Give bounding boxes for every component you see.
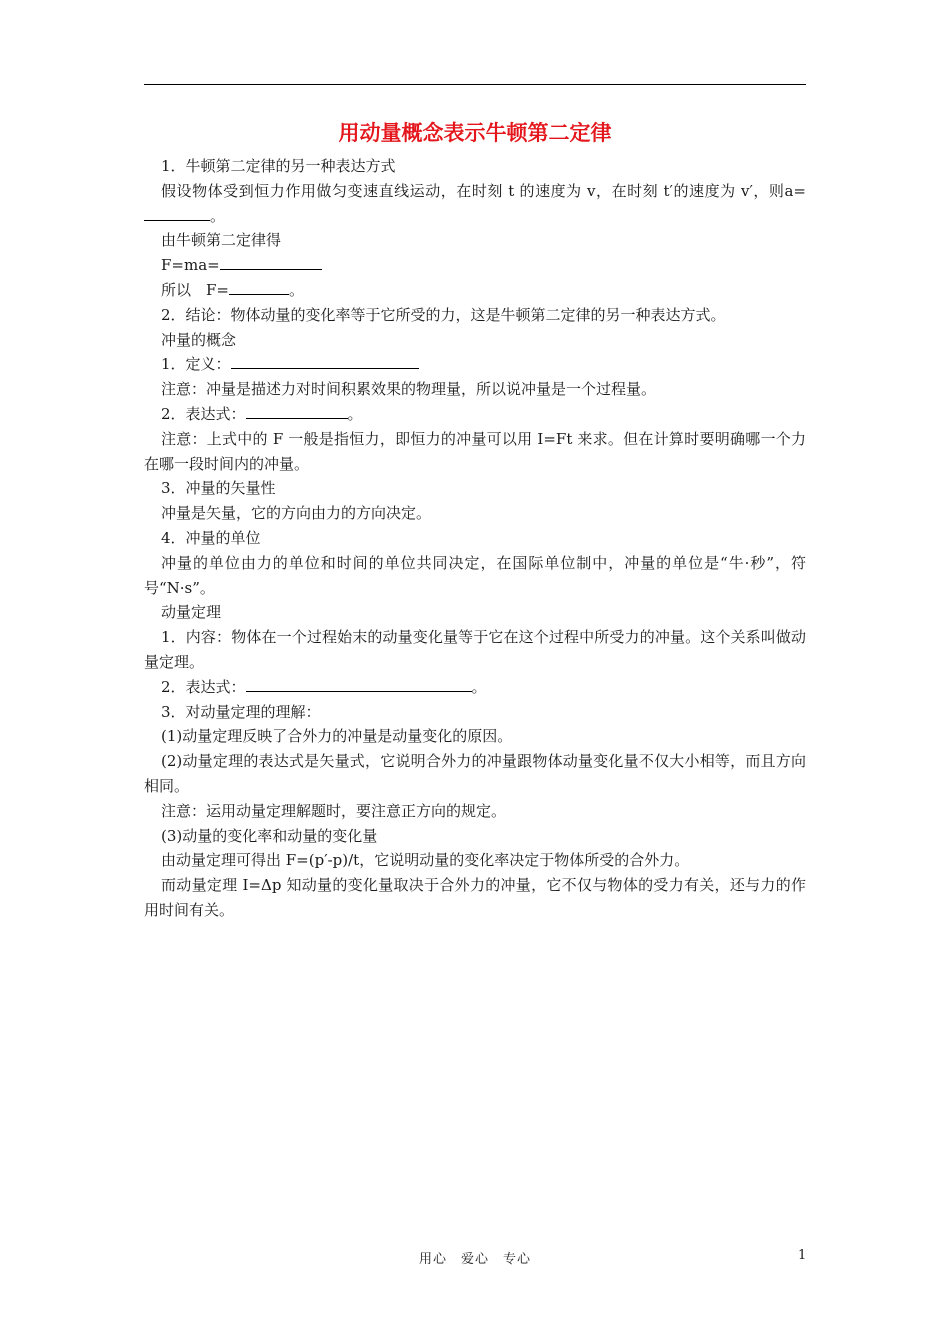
paragraph: 由动量定理可得出 F=(p′-p)/t，它说明动量的变化率决定于物体所受的合外力。 <box>161 851 690 870</box>
fill-blank-f[interactable] <box>229 279 289 295</box>
paragraph: 1．内容：物体在一个过程始末的动量变化量等于它在这个过程中所受力的冲量。这个关系叫做动量定理。 <box>144 628 806 671</box>
paragraph: 假设物体受到恒力作用做匀变速直线运动，在时刻 t 的速度为 v，在时刻 t′的速度为 v′，则a=。 <box>144 179 806 229</box>
document-body <box>144 118 806 923</box>
section-heading: 冲量的概念 <box>161 330 237 349</box>
fill-blank-impulse-expression[interactable] <box>246 403 348 419</box>
paragraph: 注意：冲量是描述力对时间积累效果的物理量，所以说冲量是一个过程量。 <box>161 380 657 399</box>
paragraph: (2)动量定理的表达式是矢量式，它说明合外力的冲量跟物体动量变化量不仅大小相等，而且方向相同。 <box>144 752 806 795</box>
section-heading: 动量定理 <box>161 603 222 622</box>
paragraph: 1．定义： <box>144 352 806 377</box>
paragraph: 由牛顿第二定律得 <box>161 231 282 250</box>
paragraph: 而动量定理 I=Δp 知动量的变化量取决于合外力的冲量，它不仅与物体的受力有关，还与力的作用时间有关。 <box>144 876 806 919</box>
paragraph: 3．对动量定理的理解： <box>161 702 321 721</box>
header-rule <box>144 84 806 85</box>
paragraph: 2．表达式： 。 <box>161 404 363 423</box>
paragraph: 注意：运用动量定理解题时，要注意正方向的规定。 <box>161 801 507 820</box>
footer-motto: 用心 爱心 专心 <box>418 1252 531 1267</box>
paragraph: 2．表达式： 。 <box>161 677 487 696</box>
section-heading: 1．牛顿第二定律的另一种表达方式 <box>161 157 396 175</box>
paragraph: (3)动量的变化率和动量的变化量 <box>161 826 378 845</box>
fill-blank-a[interactable] <box>144 205 210 221</box>
paragraph: 冲量是矢量，它的方向由力的方向决定。 <box>161 504 432 523</box>
fill-blank-definition[interactable] <box>231 353 419 369</box>
section-heading: 3．冲量的矢量性 <box>161 479 276 498</box>
paragraph: 冲量的单位由力的单位和时间的单位共同决定，在国际单位制中，冲量的单位是“牛·秒”，符号“N·s”。 <box>144 553 806 597</box>
fill-blank-ma[interactable] <box>220 254 322 270</box>
document-title: 用动量概念表示牛顿第二定律 <box>338 121 612 145</box>
section-heading: 4．冲量的单位 <box>161 528 261 547</box>
page-number: 1 <box>798 1248 807 1263</box>
paragraph: 2．结论：物体动量的变化率等于它所受的力，这是牛顿第二定律的另一种表达方式。 <box>161 305 726 324</box>
paragraph: (1)动量定理反映了合外力的冲量是动量变化的原因。 <box>161 727 513 746</box>
fill-blank-theorem-expression[interactable] <box>246 676 472 692</box>
paragraph: 注意：上式中的 F 一般是指恒力，即恒力的冲量可以用 I=Ft 来求。但在计算时要明确哪一个力在哪一段时间内的冲量。 <box>144 429 806 473</box>
paragraph: 所以 F= 。 <box>161 280 304 299</box>
paragraph: F=ma= <box>144 253 806 278</box>
